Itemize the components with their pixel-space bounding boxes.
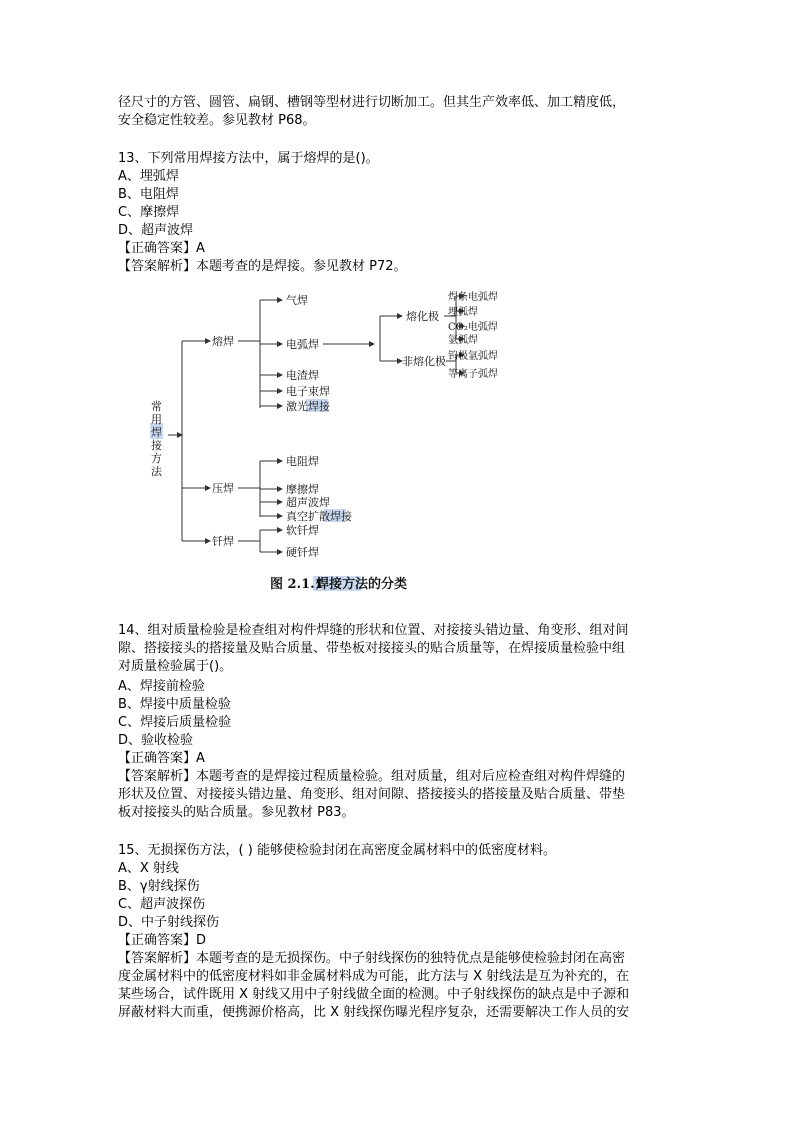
node-laser: 激光焊接 <box>286 400 330 413</box>
node-vacuum-diffusion: 真空扩散焊接 <box>286 510 352 523</box>
node-arc-welding: 电弧焊 <box>286 338 319 351</box>
node-soft-solder: 软钎焊 <box>286 524 319 537</box>
q13-option-c: C、摩擦焊 <box>118 205 180 220</box>
node-consumable: 熔化极 <box>406 310 439 323</box>
node-electroslag: 电渣焊 <box>286 369 319 382</box>
figure-caption: 焊接方法的分类 <box>316 577 408 592</box>
node-saw: 埋弧焊 <box>448 307 478 318</box>
q12-tail-line-2: 安全稳定性较差。参见教材 P68。 <box>118 113 316 128</box>
node-smaw: 焊条电弧焊 <box>448 292 498 303</box>
q15-option-b: B、γ射线探伤 <box>118 879 200 894</box>
root-char: 方 <box>151 452 162 465</box>
figure-number: 图 2.1.1 <box>270 577 324 592</box>
q15-answer: 【正确答案】D <box>118 933 207 948</box>
node-ultrasonic: 超声波焊 <box>286 496 330 509</box>
q15-analysis-line-3: 某些场合，试件既用 X 射线又用中子射线做全面的检测。中子射线探伤的缺点是中子源和 <box>118 987 630 1002</box>
node-friction: 摩擦焊 <box>286 483 319 496</box>
q14-analysis-line-1: 【答案解析】本题考查的是焊接过程质量检验。组对质量，组对后应检查组对构件焊缝的 <box>118 769 626 784</box>
node-brazing: 钎焊 <box>212 535 234 548</box>
q15-analysis-line-4: 屏蔽材料大而重，便携源价格高，比 X 射线探伤曝光程序复杂，还需要解决工作人员的安 <box>118 1005 630 1020</box>
root-char: 法 <box>151 465 162 478</box>
q14-option-d: D、验收检验 <box>118 733 194 748</box>
welding-methods-diagram <box>146 283 498 597</box>
q15-option-c: C、超声波探伤 <box>118 897 206 912</box>
node-pressure: 压焊 <box>212 482 234 495</box>
q13-question: 13、下列常用焊接方法中，属于熔焊的是()。 <box>118 151 379 166</box>
node-argon-arc: 氩弧焊 <box>448 335 478 346</box>
q13-option-b: B、电阻焊 <box>118 187 179 202</box>
q13-analysis: 【答案解析】本题考查的是焊接。参见教材 P72。 <box>118 259 407 274</box>
q15-analysis-line-1: 【答案解析】本题考查的是无损探伤。中子射线探伤的独特优点是能够使检验封闭在高密 <box>118 951 626 966</box>
node-co2: CO₂电弧焊 <box>448 322 498 333</box>
q12-tail-line-1: 径尺寸的方管、圆管、扁钢、槽钢等型材进行切断加工。但其生产效率低、加工精度低， <box>118 95 626 110</box>
q14-option-b: B、焊接中质量检验 <box>118 697 231 712</box>
root-char: 接 <box>151 439 162 452</box>
q15-option-a: A、X 射线 <box>118 861 179 876</box>
q14-option-a: A、焊接前检验 <box>118 679 205 694</box>
q15-question: 15、无损探伤方法，( ) 能够使检验封闭在高密度金属材料中的低密度材料。 <box>118 843 556 858</box>
q14-question-line-3: 对质量检验属于()。 <box>118 659 233 674</box>
q14-question-line-2: 隙、搭接接头的搭接量及贴合质量、带垫板对接接头的贴合质量等，在焊接质量检验中组 <box>118 641 626 656</box>
q13-option-a: A、埋弧焊 <box>118 169 179 184</box>
q14-question-line-1: 14、组对质量检验是检查组对构件焊缝的形状和位置、对接接头错边量、角变形、组对间 <box>118 623 629 638</box>
q14-answer: 【正确答案】A <box>118 751 205 766</box>
root-char: 常 <box>151 400 162 413</box>
q15-option-d: D、中子射线探伤 <box>118 915 220 930</box>
q13-option-d: D、超声波焊 <box>118 223 194 238</box>
node-tig: 钨极氩弧焊 <box>448 351 498 362</box>
q13-answer: 【正确答案】A <box>118 241 205 256</box>
root-char: 用 <box>151 413 162 426</box>
node-nonconsumable: 非熔化极 <box>402 355 446 368</box>
q14-option-c: C、焊接后质量检验 <box>118 715 232 730</box>
node-fusion: 熔焊 <box>212 335 234 348</box>
node-hard-solder: 硬钎焊 <box>286 546 319 559</box>
node-electron-beam: 电子束焊 <box>286 385 330 398</box>
node-resistance: 电阻焊 <box>286 455 319 468</box>
q14-analysis-line-3: 板对接接头的贴合质量。参见教材 P83。 <box>118 805 355 820</box>
q15-analysis-line-2: 度金属材料中的低密度材料如非金属材料成为可能，此方法与 X 射线法是互为补充的，在 <box>118 969 630 984</box>
root-char: 焊 <box>151 426 162 439</box>
node-gas-welding: 气焊 <box>286 294 308 307</box>
q14-analysis-line-2: 形状及位置、对接接头错边量、角变形、组对间隙、搭接接头的搭接量及贴合质量、带垫 <box>118 787 626 802</box>
node-plasma: 等离子弧焊 <box>448 369 498 380</box>
